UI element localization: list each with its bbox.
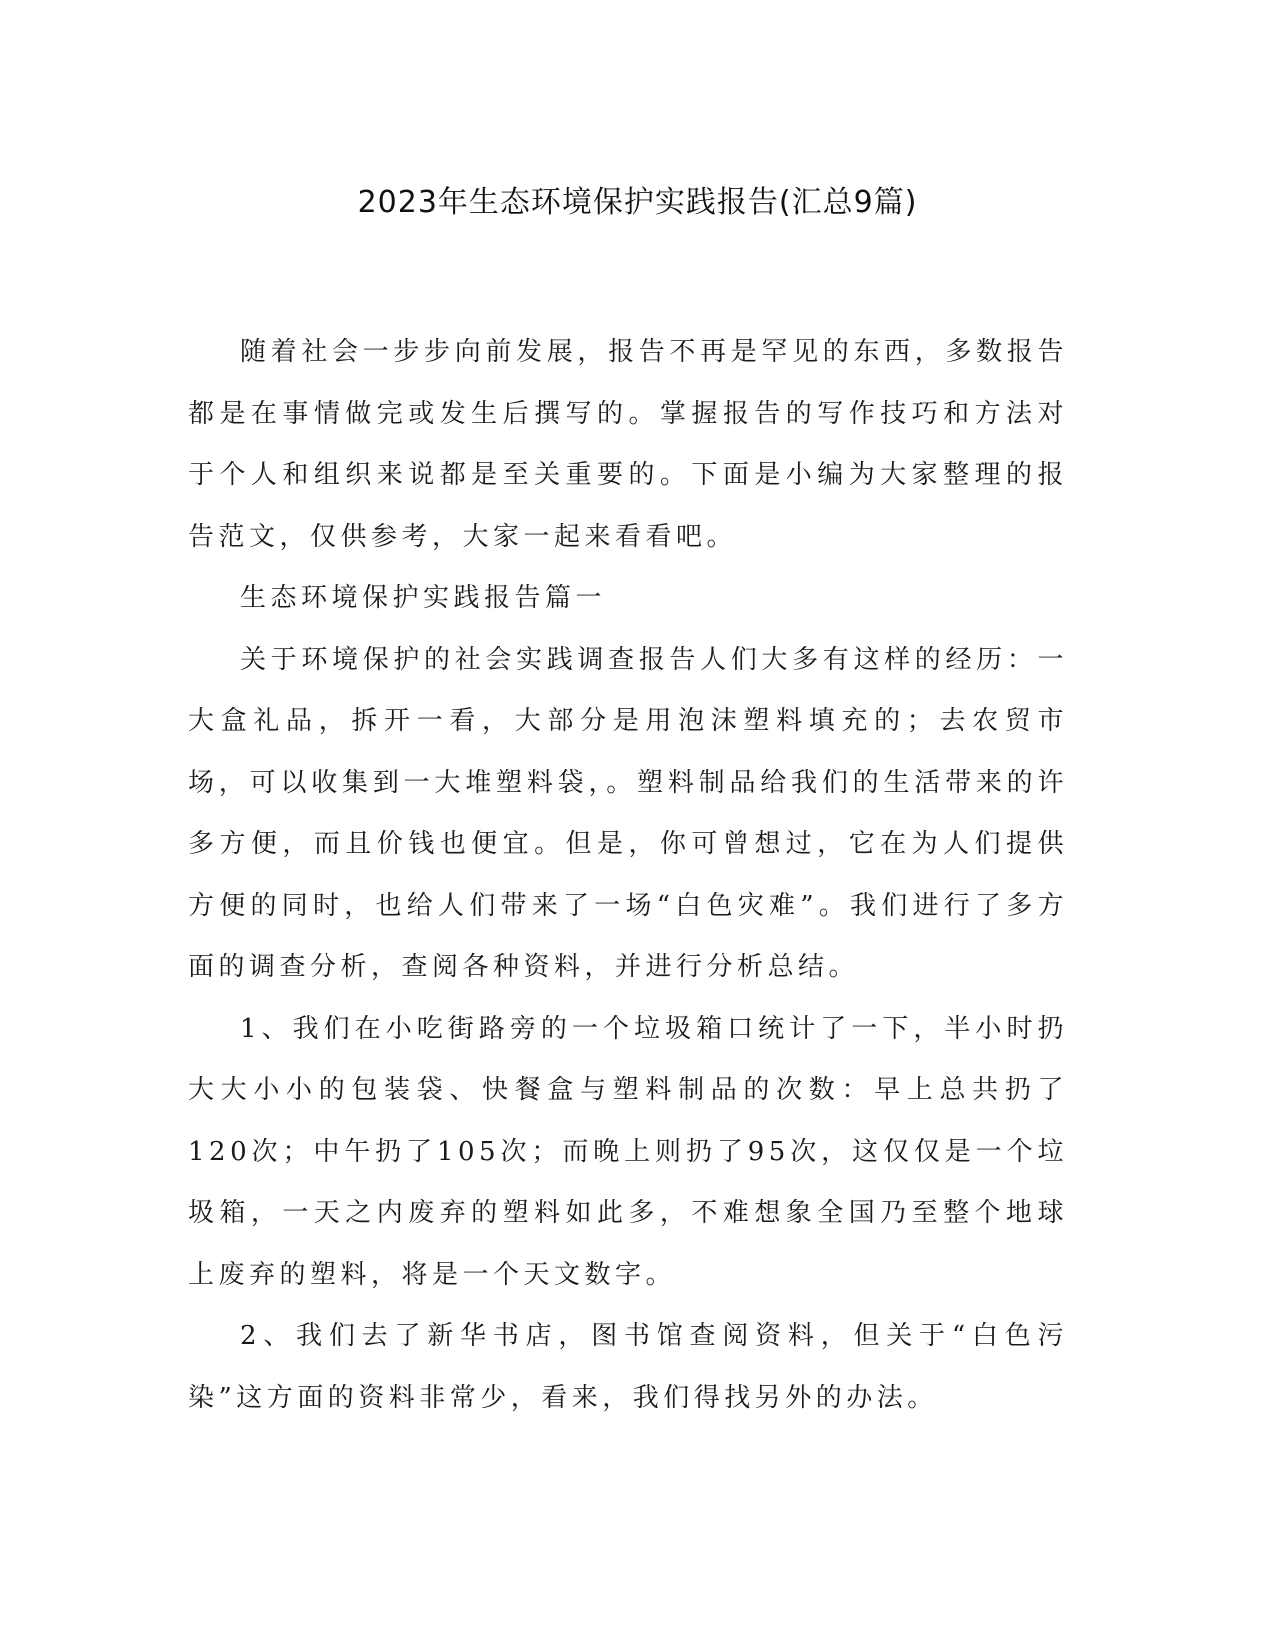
intro-paragraph: 随着社会一步步向前发展，报告不再是罕见的东西，多数报告都是在事情做完或发生后撰写的。掌握报告的写作技巧和方法对于个人和组织来说都是至关重要的。下面是小编为大家整理的报告范文，仅供参考，大家一起来看看吧。	[188, 337, 1068, 552]
body-paragraph: 关于环境保护的社会实践调查报告人们大多有这样的经历：一大盒礼品，拆开一看，大部分是用泡沫塑料填充的；去农贸市场，可以收集到一大堆塑料袋，。塑料制品给我们的生活带来的许多方便，而且价钱也便宜。但是，你可曾想过，它在为人们提供方便的同时，也给人们带来了一场“白色灾难”。我们进行了多方面的调查分析，查阅各种资料，并进行分析总结。	[188, 644, 1068, 982]
section-heading: 生态环境保护实践报告篇一	[240, 583, 607, 613]
document-body	[188, 322, 1068, 1429]
body-paragraph: 1、我们在小吃街路旁的一个垃圾箱口统计了一下，半小时扔大大小小的包装袋、快餐盒与塑料制品的次数：早上总共扔了120次；中午扔了105次；而晚上则扔了95次，这仅仅是一个垃圾箱，一天之内废弃的塑料如此多，不难想象全国乃至整个地球上废弃的塑料，将是一个天文数字。	[188, 1013, 1068, 1290]
document-title: 2023年生态环境保护实践报告(汇总9篇)	[357, 185, 918, 220]
body-paragraph: 2、我们去了新华书店，图书馆查阅资料，但关于“白色污染”这方面的资料非常少，看来，我们得找另外的办法。	[188, 1321, 1068, 1413]
